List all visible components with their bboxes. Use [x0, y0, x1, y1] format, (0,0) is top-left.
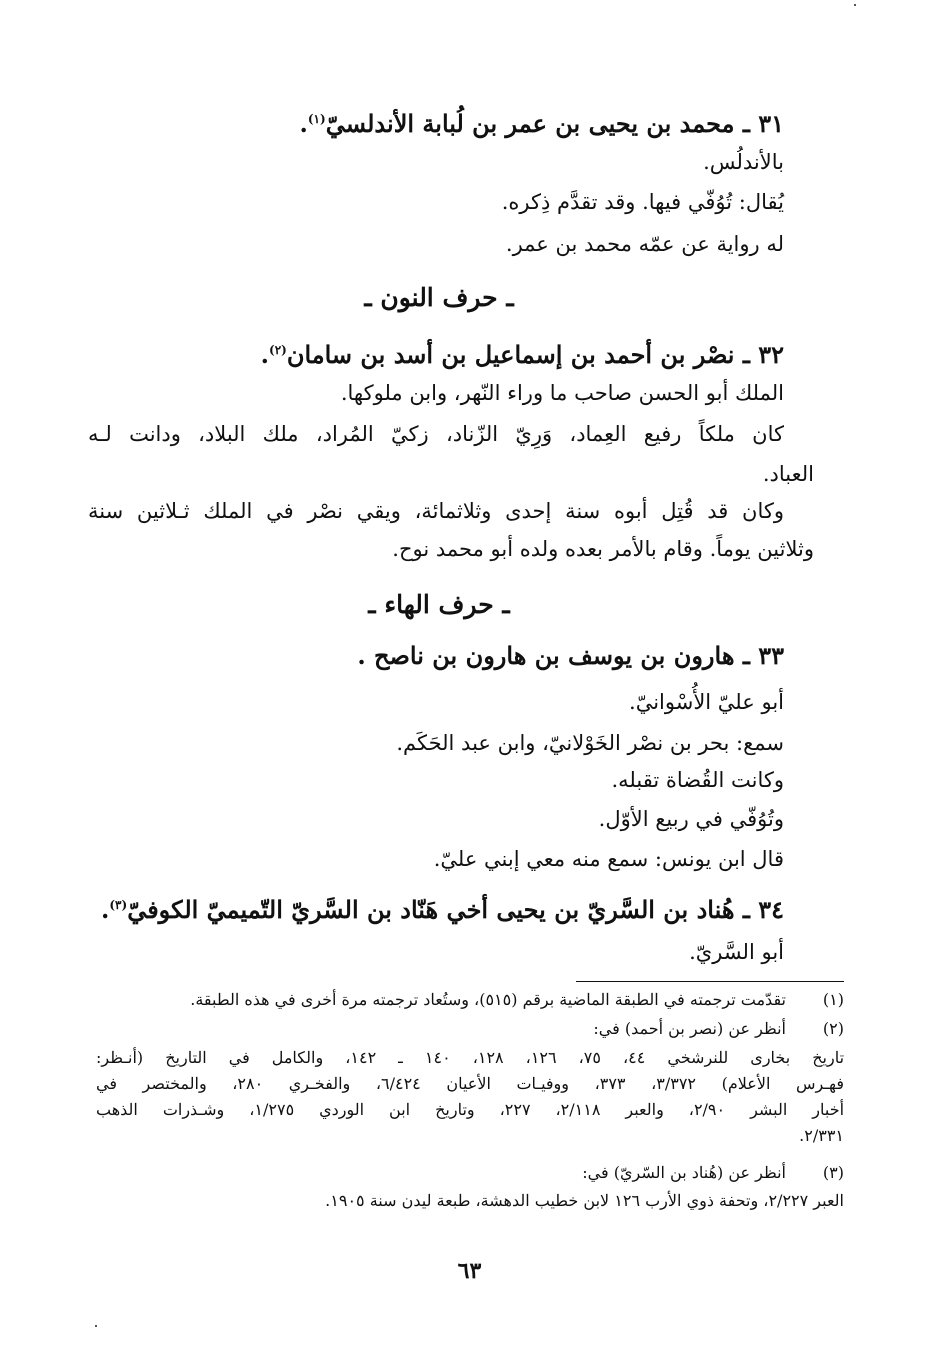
entry-34-heading-tail: .	[101, 895, 110, 924]
footnote-3-line-2: العبر ٢/٢٢٧، وتحفة ذوي الأرب ١٢٦ لابن خطيب الدهشة، طبعة ليدن سنة ١٩٠٥.	[325, 1191, 844, 1210]
entry-33-line-5: قال ابن يونس: سمع منه معي إبني عليّ.	[433, 847, 784, 871]
footnote-2-line-2: تاريخ بخارى للنرشخي ٤٤، ٧٥، ١٢٦، ١٢٨، ١٤٠ ـ ١٤٢، والكامل في التاريخ (أنـظر:	[96, 1048, 845, 1067]
footnote-ref-1[interactable]: (١)	[307, 112, 326, 126]
entry-33-line-4: وتُوُفّي في ربيع الأوّل.	[598, 807, 784, 831]
entry-34-heading	[101, 889, 784, 926]
entry-33-line-3: وكانت القُضاة تقبله.	[611, 768, 784, 792]
footnote-2-line-5: ٢/٣٣١.	[799, 1126, 844, 1145]
entry-33-heading: ٣٣ ـ هارون بن يوسف بن هارون بن ناصح .	[357, 641, 784, 670]
scan-speck	[854, 4, 856, 6]
entry-32-heading-text: ٣٢ ـ نصْر بن أحمد بن إسماعيل بن أسد بن سامان	[286, 340, 784, 369]
footnote-1-line-1: تقدّمت ترجمته في الطبقة الماضية برقم (٥١٥)، وستُعاد ترجمته مرة أخرى في هذه الطبقة.	[190, 990, 786, 1009]
footnote-ref-3[interactable]: (٣)	[109, 898, 128, 912]
section-heading-nun: ـ حرف النون ـ	[364, 283, 514, 312]
footnote-separator	[576, 981, 844, 982]
footnote-2-line-3: فهـرس الأعلام) ٣/٣٧٢، ٣٧٣، ووفيـات الأعيان ٦/٤٢٤، والفخـري ٢٨٠، والمختصر في	[96, 1074, 845, 1093]
footnote-3-number: (٣)	[822, 1163, 844, 1182]
entry-32-line-3: العباد.	[762, 462, 814, 486]
entry-32-heading	[261, 334, 784, 371]
entry-31-line-3: له رواية عن عمّه محمد بن عمر.	[505, 232, 784, 256]
page-number: ٦٣	[457, 1258, 482, 1284]
entry-32-line-1: الملك أبو الحسن صاحب ما وراء النّهر، وابن ملوكها.	[340, 381, 784, 405]
entry-31-heading-text: ٣١ ـ محمد بن يحيى بن عمر بن لُبابة الأندلسيّ	[325, 109, 784, 138]
footnote-2	[96, 1016, 844, 1156]
footnote-2-line-1: أنظر عن (نصر بن أحمد) في:	[593, 1019, 786, 1038]
entry-31-line-2: يُقال: تُوُفّي فيها. وقد تقدَّم ذِكره.	[501, 190, 784, 214]
entry-33-line-2: سمع: بحر بن نصْر الخَوْلانيّ، وابن عبد الحَكَم.	[396, 731, 784, 755]
entry-34-line-1: أبو السَّريّ.	[689, 940, 784, 964]
entry-31-line-1: بالأندلُس.	[703, 150, 784, 174]
entry-32-line-4: وكان قد قُتِل أبوه سنة إحدى وثلاثمائة، ويقي نصْر في الملك ثـلاثين سنة	[88, 499, 784, 523]
scan-speck	[95, 1325, 97, 1327]
section-heading-ha: ـ حرف الهاء ـ	[368, 590, 510, 619]
entry-32-line-5: وثلاثين يوماً. وقام بالأمر بعده ولده أبو محمد نوح.	[392, 537, 814, 561]
footnote-3-line-1: أنظر عن (هُناد بن السّريّ) في:	[582, 1163, 786, 1182]
footnote-2-number: (٢)	[822, 1019, 844, 1038]
entry-33-line-1: أبو عليّ الأُسْوانيّ.	[629, 690, 784, 714]
entry-34-heading-text: ٣٤ ـ هُناد بن السَّريّ بن يحيى أخي هَنّاد بن السَّريّ التّميميّ الكوفيّ	[127, 895, 784, 924]
entry-31-heading	[300, 103, 785, 140]
footnote-1	[96, 987, 844, 1013]
entry-32-heading-tail: .	[260, 340, 269, 369]
entry-32-line-2: كان ملكاً رفيع العِماد، وَرِيّ الزّناد، زكيّ المُراد، ملك البلاد، ودانت لـه	[88, 422, 784, 446]
footnote-1-number: (١)	[822, 990, 844, 1009]
footnote-ref-2[interactable]: (٢)	[269, 343, 287, 357]
footnote-3	[96, 1160, 844, 1216]
entry-31-heading-tail: .	[299, 109, 308, 138]
footnote-2-line-4: أخبار البشر ٢/٩٠، والعبر ٢/١١٨، ٢٢٧، وتاريخ ابن الوردي ١/٢٧٥، وشـذرات الذهب	[96, 1100, 845, 1119]
